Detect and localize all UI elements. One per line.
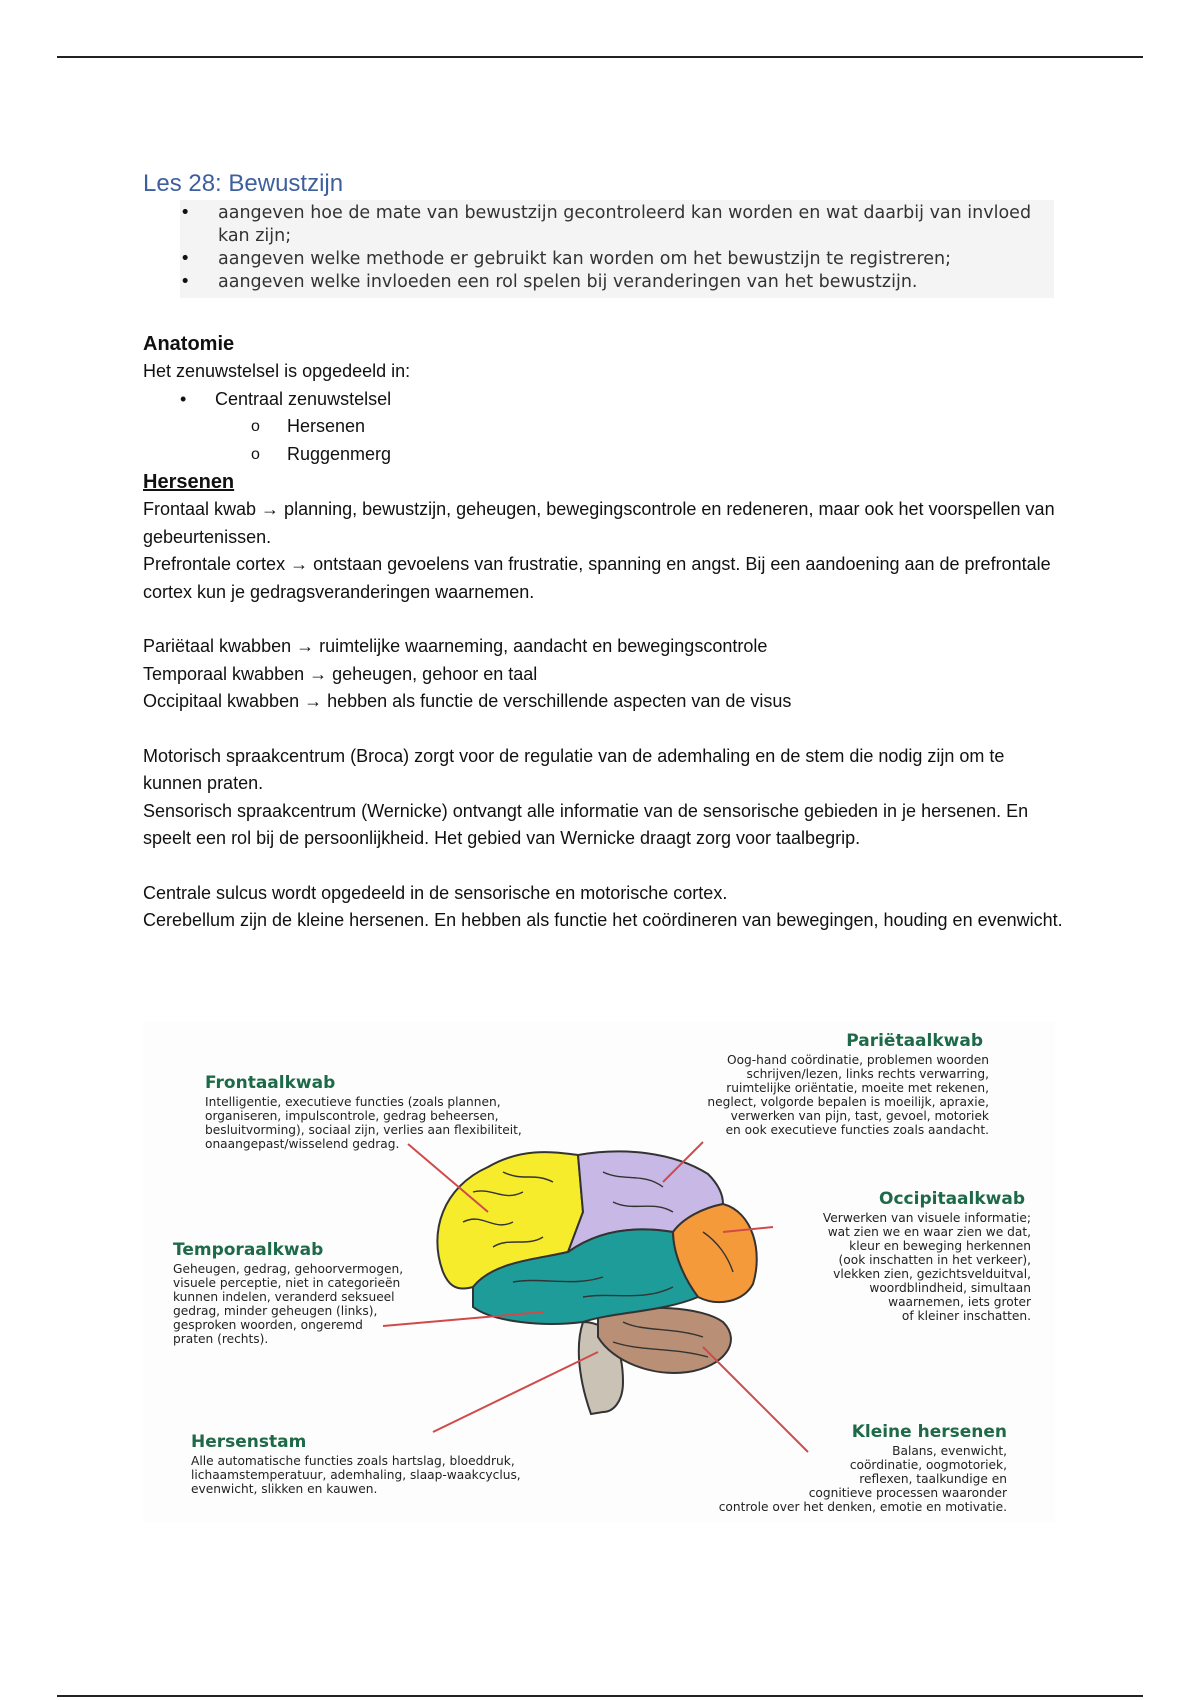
brainstem-line: evenwicht, slikken en kauwen. bbox=[191, 1482, 378, 1496]
temporal-line: visuele perceptie, niet in categorieën bbox=[173, 1276, 401, 1290]
parietal-line: schrijven/lezen, links rechts verwarring, bbox=[746, 1067, 989, 1081]
cerebellum-line: cognitieve processen waaronder bbox=[808, 1486, 1007, 1500]
occipital-line: (ook inschatten in het verkeer), bbox=[838, 1253, 1031, 1267]
cns-item bbox=[143, 386, 1063, 414]
cerebellum-line: controle over het denken, emotie en motivatie. bbox=[718, 1500, 1007, 1514]
brain-heading: Hersenen bbox=[143, 471, 235, 493]
cerebellum-line: reflexen, taalkundige en bbox=[859, 1472, 1007, 1486]
frontal-line: onaangepast/wisselend gedrag. bbox=[205, 1137, 400, 1151]
wernicke-text: Sensorisch spraakcentrum (Wernicke) ontvangt alle informatie van de sensorische gebieden in je hersenen. En speelt een rol bij de persoonlijkheid. Het gebied van Wernicke draagt zorg voor taalbegrip. bbox=[143, 800, 1029, 848]
brainstem-line: Alle automatische functies zoals hartslag, bloeddruk, bbox=[191, 1454, 515, 1468]
cns-part-item: o Hersenen bbox=[215, 413, 1063, 441]
occipital-line: woordblindheid, simultaan bbox=[869, 1281, 1031, 1295]
temporal-line: kunnen indelen, veranderd seksueel bbox=[173, 1290, 395, 1304]
temporal-line: gedrag, minder geheugen (links), bbox=[173, 1304, 378, 1318]
temporal-title: Temporaalkwab bbox=[173, 1240, 324, 1260]
parietal-lobe-text: Pariëtaal kwabben → ruimtelijke waarneming, aandacht en bewegingscontrole bbox=[143, 636, 768, 656]
header-rule bbox=[57, 56, 1143, 58]
occipital-lobe-text: Occipitaal kwabben → hebben als functie de verschillende aspecten van de visus bbox=[143, 691, 792, 711]
occipital-line: vlekken zien, gezichtsvelduitval, bbox=[833, 1267, 1031, 1281]
temporal-lobe-text: Temporaal kwabben → geheugen, gehoor en taal bbox=[143, 663, 538, 684]
cerebellum-text: Cerebellum zijn de kleine hersenen. En hebben als functie het coördineren van bewegingen, houding en evenwicht. bbox=[143, 910, 1063, 930]
cns-part-item: o Ruggenmerg bbox=[215, 441, 1063, 469]
objective-item: • aangeven welke invloeden een rol spelen bij veranderingen van het bewustzijn. bbox=[180, 271, 1054, 294]
occipital-line: waarnemen, iets groter bbox=[888, 1295, 1031, 1309]
parietal-line: en ook executieve functies zoals aandacht. bbox=[725, 1123, 989, 1137]
anatomy-intro: Het zenuwstelsel is opgedeeld in: bbox=[143, 361, 411, 381]
parietal-description bbox=[707, 1053, 990, 1137]
occipital-title: Occipitaalkwab bbox=[879, 1189, 1025, 1209]
frontal-line: Intelligentie, executieve functies (zoals plannen, bbox=[205, 1095, 501, 1109]
brainstem-line: lichaamstemperatuur, ademhaling, slaap-waakcyclus, bbox=[191, 1468, 521, 1482]
parietal-line: verwerken van pijn, tast, gevoel, motoriek bbox=[730, 1109, 989, 1123]
cerebellum-title: Kleine hersenen bbox=[851, 1422, 1007, 1442]
anatomy-heading: Anatomie bbox=[143, 333, 235, 355]
objective-item: • aangeven welke methode er gebruikt kan worden om het bewustzijn te registreren; bbox=[180, 248, 1054, 271]
parietal-line: neglect, volgorde bepalen is moeilijk, apraxie, bbox=[707, 1095, 989, 1109]
occipital-line: Verwerken van visuele informatie; bbox=[822, 1211, 1031, 1225]
occipital-line: kleur en beweging herkennen bbox=[849, 1239, 1031, 1253]
temporal-line: praten (rechts). bbox=[173, 1332, 269, 1346]
nervous-system-list bbox=[143, 386, 1063, 414]
cerebellum-line: coördinatie, oogmotoriek, bbox=[849, 1458, 1007, 1472]
cerebellum-line: Balans, evenwicht, bbox=[892, 1444, 1007, 1458]
lesson-title: Les 28: Bewustzijn bbox=[143, 170, 344, 197]
frontal-line: organiseren, impulscontrole, gedrag beheersen, bbox=[205, 1109, 499, 1123]
footer-rule bbox=[57, 1695, 1143, 1697]
frontal-lobe-text: Frontaal kwab → planning, bewustzijn, geheugen, bewegingscontrole en redeneren, maar ook het voorspellen van gebeurtenissen. bbox=[143, 499, 1055, 547]
occipital-line: wat zien we en waar zien we dat, bbox=[827, 1225, 1031, 1239]
brainstem-title: Hersenstam bbox=[191, 1432, 307, 1452]
central-sulcus-text: Centrale sulcus wordt opgedeeld in de sensorische en motorische cortex. bbox=[143, 882, 728, 903]
parietal-title: Pariëtaalkwab bbox=[846, 1031, 983, 1051]
parietal-line: Oog-hand coördinatie, problemen woorden bbox=[726, 1053, 989, 1067]
parietal-line: ruimtelijke oriëntatie, moeite met rekenen, bbox=[726, 1081, 989, 1095]
objective-item: • aangeven hoe de mate van bewustzijn gecontroleerd kan worden en wat daarbij van invloed kan zijn; bbox=[180, 202, 1054, 248]
frontal-title: Frontaalkwab bbox=[205, 1073, 336, 1093]
occipital-line: of kleiner inschatten. bbox=[901, 1309, 1031, 1323]
cns-label: Centraal zenuwstelsel bbox=[215, 388, 392, 409]
prefrontal-cortex-text: Prefrontale cortex → ontstaan gevoelens van frustratie, spanning en angst. Bij een aandoening aan de prefrontale cortex kun je gedragsveranderingen waarnemen. bbox=[143, 554, 1051, 602]
cns-parts-list bbox=[215, 413, 1063, 468]
document-body bbox=[143, 168, 1063, 935]
brain-diagram bbox=[143, 1022, 1055, 1522]
broca-text: Motorisch spraakcentrum (Broca) zorgt voor de regulatie van de ademhaling en de stem die nodig zijn om te kunnen praten. bbox=[143, 745, 1005, 793]
frontal-line: besluitvorming), sociaal zijn, verlies aan flexibiliteit, bbox=[205, 1123, 522, 1137]
anatomy-section bbox=[143, 330, 1063, 935]
brain-diagram-svg bbox=[143, 1022, 1055, 1522]
temporal-line: Geheugen, gedrag, gehoorvermogen, bbox=[173, 1262, 404, 1276]
learning-objectives bbox=[180, 200, 1054, 298]
temporal-line: gesproken woorden, ongeremd bbox=[173, 1318, 363, 1332]
